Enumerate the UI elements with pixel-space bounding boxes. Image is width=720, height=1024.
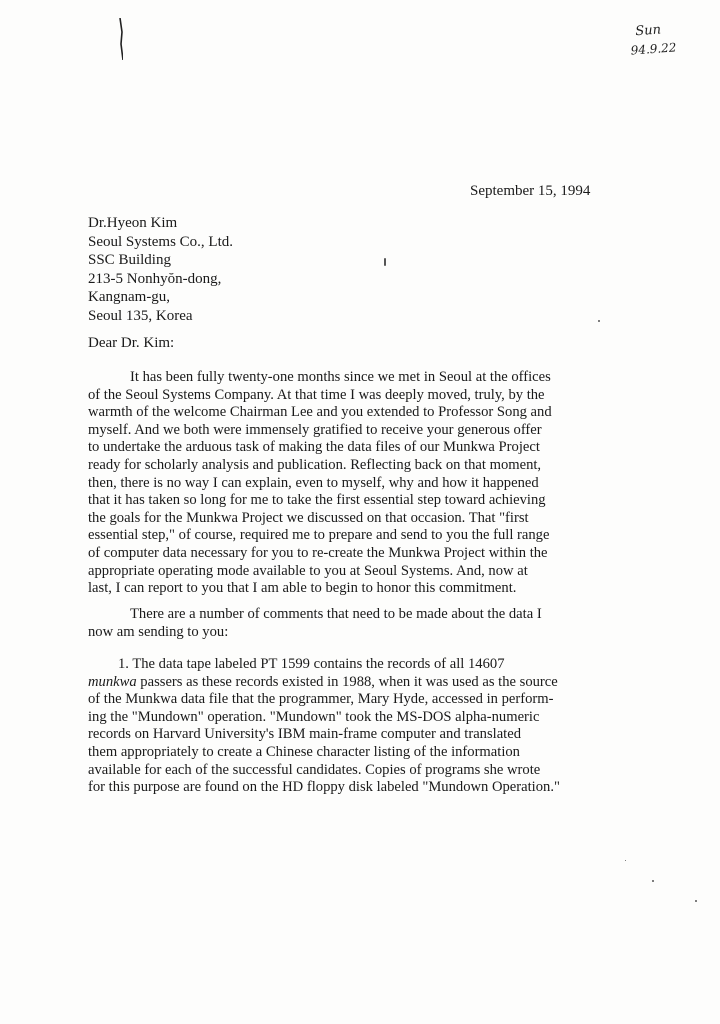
paragraph-line: now am sending to you: bbox=[88, 623, 229, 640]
paragraph-line: of the Munkwa data file that the programmer, Mary Hyde, accessed in perform- bbox=[88, 691, 554, 708]
line-continuation: passers as these records existed in 1988, when it was used as the source bbox=[136, 673, 558, 690]
pen-mark-icon bbox=[119, 18, 123, 60]
paragraph-line: It has been fully twenty-one months since we met in Seoul at the offices bbox=[130, 369, 551, 385]
paragraph-line bbox=[88, 674, 636, 692]
paragraph-line: 1. The data tape labeled PT 1599 contains the records of all 14607 bbox=[118, 656, 505, 672]
paper-speck bbox=[625, 860, 626, 861]
address-line: Seoul 135, Korea bbox=[88, 307, 193, 324]
paragraph-line: that it has taken so long for me to take the first essential step toward achieving bbox=[88, 492, 546, 509]
paragraph-line: to undertake the arduous task of making the data files of our Munkwa Project bbox=[88, 439, 540, 456]
address-line: 213-5 Nonhyŏn-dong, bbox=[88, 270, 222, 287]
paragraph-line: myself. And we both were immensely gratified to receive your generous offer bbox=[88, 421, 542, 438]
address-line: Seoul Systems Co., Ltd. bbox=[88, 233, 234, 250]
paragraph-line: of computer data necessary for you to re-create the Munkwa Project within the bbox=[88, 544, 548, 561]
paragraph-3-item-1 bbox=[88, 656, 636, 797]
handwritten-initials: Sun bbox=[634, 22, 662, 40]
address-line: Dr.Hyeon Kim bbox=[88, 215, 178, 231]
handwritten-annotation bbox=[629, 20, 677, 59]
paper-speck bbox=[652, 880, 654, 882]
paragraph-line: of the Seoul Systems Company. At that time I was deeply moved, truly, by the bbox=[88, 386, 545, 403]
paragraph-1 bbox=[88, 369, 636, 598]
address-line: Kangnam-gu, bbox=[88, 289, 171, 305]
paragraph-2 bbox=[88, 606, 636, 641]
paragraph-line: ready for scholarly analysis and publication. Reflecting back on that moment, bbox=[88, 456, 542, 473]
paper-speck bbox=[384, 258, 386, 266]
paragraph-line: last, I can report to you that I am able to begin to honor this commitment. bbox=[88, 580, 517, 597]
paragraph-line: records on Harvard University's IBM main-frame computer and translated bbox=[88, 726, 522, 743]
paragraph-line: them appropriately to create a Chinese character listing of the information bbox=[88, 743, 520, 760]
paragraph-line: essential step," of course, required me to prepare and send to you the full range bbox=[88, 527, 550, 544]
handwritten-date: 94.9.22 bbox=[630, 40, 677, 58]
recipient-address bbox=[88, 214, 233, 325]
paper-speck bbox=[598, 320, 600, 322]
salutation: Dear Dr. Kim: bbox=[88, 335, 175, 351]
paper-speck bbox=[695, 900, 697, 902]
paragraph-line: available for each of the successful candidates. Copies of programs she wrote bbox=[88, 761, 541, 778]
paragraph-line: the goals for the Munkwa Project we discussed on that occasion. That "first bbox=[88, 509, 529, 526]
paragraph-line: There are a number of comments that need to be made about the data I bbox=[130, 606, 542, 622]
paragraph-line: then, there is no way I can explain, even to myself, why and how it happened bbox=[88, 474, 539, 491]
italic-term: munkwa bbox=[88, 673, 137, 690]
letter-date: September 15, 1994 bbox=[470, 183, 591, 199]
paragraph-line: for this purpose are found on the HD floppy disk labeled "Mundown Operation." bbox=[88, 779, 560, 796]
address-line: SSC Building bbox=[88, 252, 171, 268]
paragraph-line: ing the "Mundown" operation. "Mundown" took the MS-DOS alpha-numeric bbox=[88, 708, 540, 725]
paragraph-line: warmth of the welcome Chairman Lee and you extended to Professor Song and bbox=[88, 404, 552, 421]
paragraph-line: appropriate operating mode available to you at Seoul Systems. And, now at bbox=[88, 562, 528, 579]
